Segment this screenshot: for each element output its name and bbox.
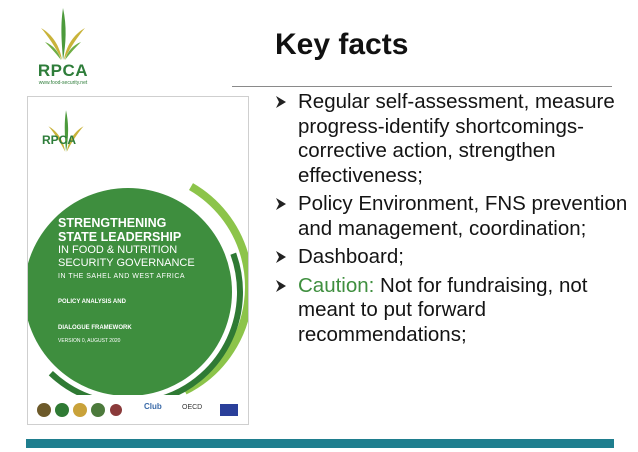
- arrow-bullet-icon: [274, 279, 288, 293]
- bullet-text: Policy Environment, FNS prevention and management, coordination;: [298, 192, 628, 240]
- partner-oecd: OECD: [182, 404, 203, 411]
- slide-title: Key facts: [275, 28, 409, 61]
- caution-label: Caution:: [298, 273, 375, 297]
- footer-bar: [26, 439, 614, 448]
- logo-url: www.food-security.net: [38, 80, 88, 86]
- cover-line-5: IN THE SAHEL AND WEST AFRICA: [58, 273, 186, 280]
- bullet-text: Dashboard;: [298, 245, 404, 268]
- cover-line-6: POLICY ANALYSIS AND: [58, 299, 126, 305]
- key-facts-list: [270, 90, 630, 351]
- partner-club: Club: [144, 402, 162, 411]
- cover-title-block: [58, 216, 218, 344]
- report-cover-image: [27, 96, 249, 425]
- leaves-icon: [38, 6, 88, 62]
- rpca-logo: [26, 6, 100, 90]
- logo-name: RPCA: [37, 61, 89, 80]
- cover-line-4: SECURITY GOVERNANCE: [58, 257, 195, 269]
- cover-line-8: VERSION 0, AUGUST 2020: [58, 338, 121, 344]
- cover-logo-name: RPCA: [42, 133, 77, 147]
- bullet-text: Not for fundraising, not meant to put forward recommendations;: [298, 273, 588, 346]
- bullet-item: [270, 192, 630, 241]
- title-divider: [232, 86, 612, 87]
- bullet-item: [270, 90, 630, 188]
- arrow-bullet-icon: [274, 197, 288, 211]
- bullet-item: [270, 245, 630, 270]
- cover-line-3: IN FOOD & NUTRITION: [58, 244, 178, 256]
- arrow-bullet-icon: [274, 250, 288, 264]
- arrow-bullet-icon: [274, 95, 288, 109]
- partner-logos: [34, 401, 240, 419]
- cover-line-2: STATE LEADERSHIP: [58, 230, 182, 244]
- bullet-item: [270, 274, 630, 348]
- cover-leaves-icon: [46, 105, 86, 157]
- cover-line-1: STRENGTHENING: [58, 216, 167, 230]
- bullet-text: Regular self-assessment, measure progress-identify shortcomings-corrective action, strengthen effectiveness;: [298, 90, 615, 187]
- cover-line-7: DIALOGUE FRAMEWORK: [58, 325, 132, 331]
